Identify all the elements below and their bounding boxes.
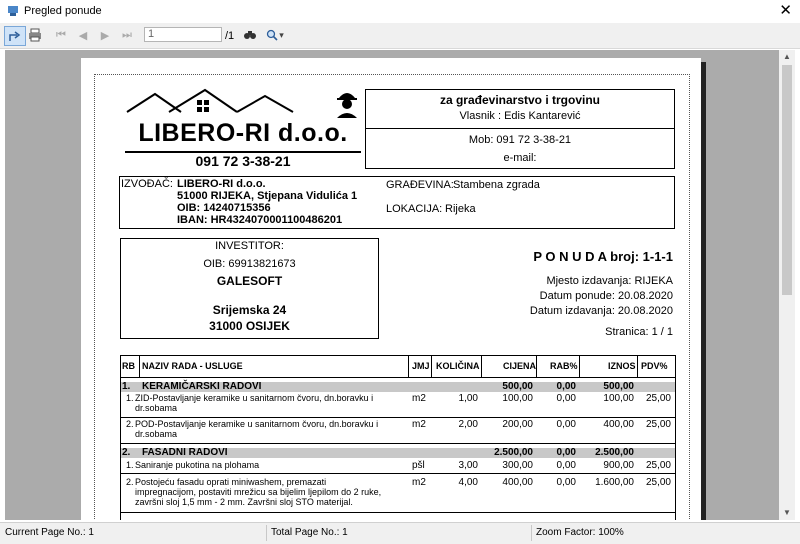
table-top-border [120, 355, 676, 356]
header-amount: IZNOS [608, 361, 636, 371]
row-qty: 1,00 [458, 393, 478, 404]
group-name: FASADNI RADOVI [142, 447, 228, 458]
app-icon [7, 5, 19, 17]
header-name: NAZIV RADA - USLUGE [142, 361, 243, 371]
company-owner: Vlasnik : Edis Kantarević [459, 110, 581, 122]
previous-page-button[interactable] [76, 26, 90, 44]
location-label: LOKACIJA: [386, 203, 443, 215]
investor-name: GALESOFT [216, 274, 283, 288]
print-icon [28, 28, 42, 42]
row-border [120, 473, 676, 474]
row-description: dr.sobama [135, 429, 178, 439]
scroll-down-icon[interactable]: ▼ [783, 508, 791, 517]
row-num: 2. [126, 419, 134, 429]
col-sep [408, 355, 409, 377]
table-row[interactable] [120, 476, 676, 516]
previous-page-icon: ◀ [78, 29, 88, 42]
row-amount: 100,00 [603, 393, 634, 404]
binoculars-icon [243, 29, 257, 41]
next-page-icon: ▶ [100, 29, 110, 42]
table-row[interactable] [120, 459, 676, 475]
row-price: 100,00 [502, 393, 533, 404]
row-vat: 25,00 [645, 419, 671, 430]
group-name: KERAMIČARSKI RADOVI [142, 381, 262, 392]
close-button[interactable]: ✕ [779, 2, 792, 19]
row-discount: 0,00 [556, 460, 576, 471]
table-row[interactable] [120, 418, 676, 448]
zoom-factor-status: Zoom Factor: 100% [536, 527, 624, 538]
company-email: e-mail: [503, 152, 537, 164]
scrollbar-thumb[interactable] [782, 65, 792, 295]
zoom-icon [266, 29, 278, 41]
status-separator [266, 525, 267, 541]
group-amount: 2.500,00 [595, 447, 634, 458]
total-page-status: Total Page No.: 1 [271, 527, 348, 538]
row-num: 2. [126, 477, 134, 487]
first-page-button[interactable] [54, 26, 68, 44]
row-vat: 25,00 [645, 477, 671, 488]
row-discount: 0,00 [556, 477, 576, 488]
location-value: Rijeka [445, 203, 476, 215]
worker-icon [334, 88, 360, 118]
row-vat: 25,00 [645, 460, 671, 471]
issue-date: Datum izdavanja: 20.08.2020 [529, 305, 673, 317]
header-qty: KOLIČINA [436, 361, 480, 371]
page-total-label: /1 [225, 30, 235, 42]
row-discount: 0,00 [556, 393, 576, 404]
contractor-label: IZVOĐAČ: [121, 178, 173, 190]
row-description: Postojeću fasadu oprati miniwashem, premazati [135, 477, 327, 487]
table-header-border [120, 377, 676, 378]
group-num: 1. [122, 381, 131, 392]
row-vat: 25,00 [645, 393, 671, 404]
header-price: CIJENA [503, 361, 537, 371]
col-sep [431, 355, 432, 377]
row-jmj: m2 [412, 419, 426, 430]
group-price: 2.500,00 [494, 447, 533, 458]
investor-box [120, 238, 379, 339]
find-button[interactable] [242, 26, 258, 44]
company-mobile: Mob: 091 72 3-38-21 [468, 134, 572, 146]
zoom-dropdown[interactable] [262, 26, 288, 44]
row-description: dr.sobama [135, 403, 178, 413]
row-jmj: pšl [412, 460, 425, 471]
page-counter: Stranica: 1 / 1 [605, 326, 673, 338]
export-button[interactable] [4, 26, 26, 46]
group-price: 500,00 [502, 381, 533, 392]
row-description: završni sloj 1,5 mm - 2 mm. Završni sloj STO materijal. [135, 497, 353, 507]
company-info-divider [366, 128, 674, 129]
row-description: Saniranje pukotina na plohama [135, 460, 260, 470]
col-sep [481, 355, 482, 377]
col-sep [637, 355, 638, 377]
company-info-box [365, 89, 675, 169]
row-border [120, 512, 676, 513]
group-discount: 0,00 [556, 381, 576, 392]
row-amount: 900,00 [603, 460, 634, 471]
row-num: 1. [126, 393, 134, 403]
logo-company-name: LIBERO-RI d.o.o. [138, 119, 348, 147]
report-viewer[interactable] [5, 50, 779, 520]
row-description: POD-Postavljanje keramike u sanitarnom čvoru, dn.boravku i [135, 419, 379, 429]
status-bar [0, 522, 800, 544]
house-roof-icon [125, 86, 325, 122]
header-rb: RB [122, 361, 135, 371]
print-button[interactable] [26, 26, 44, 44]
window-title: Pregled ponude [24, 5, 102, 17]
row-qty: 3,00 [458, 460, 478, 471]
row-amount: 1.600,00 [595, 477, 634, 488]
offer-place: Mjesto izdavanja: RIJEKA [546, 275, 673, 287]
contractor-box [119, 176, 675, 229]
offer-table [120, 355, 676, 520]
header-jmj: JMJ [412, 361, 430, 371]
scroll-up-icon[interactable]: ▲ [783, 52, 791, 61]
company-logo [125, 86, 361, 172]
offer-title: P O N U D A broj: 1-1-1 [533, 249, 673, 264]
row-num: 1. [126, 460, 134, 470]
col-sep [536, 355, 537, 377]
row-price: 300,00 [502, 460, 533, 471]
company-tagline: za građevinarstvo i trgovinu [439, 93, 601, 107]
logo-phone: 091 72 3-38-21 [195, 153, 291, 169]
header-discount: RAB% [550, 361, 578, 371]
row-description: ZID-Postavljanje keramike u sanitarnom čvoru, dn.boravku i [135, 393, 374, 403]
group-num: 2. [122, 447, 131, 458]
group-discount: 0,00 [556, 447, 576, 458]
col-sep [139, 355, 140, 377]
investor-oib: OIB: 69913821673 [203, 258, 296, 270]
col-sep [579, 355, 580, 377]
group-amount: 500,00 [603, 381, 634, 392]
page-number-input[interactable]: 1 [144, 27, 222, 42]
investor-label: INVESTITOR: [215, 240, 284, 252]
row-amount: 400,00 [603, 419, 634, 430]
row-jmj: m2 [412, 477, 426, 488]
export-icon [8, 29, 22, 43]
investor-street: Srijemska 24 [212, 303, 287, 317]
status-separator [531, 525, 532, 541]
row-price: 400,00 [502, 477, 533, 488]
contractor-iban: IBAN: HR4324070001100486201 [177, 214, 343, 226]
row-price: 200,00 [502, 419, 533, 430]
row-description: impregnacijom, postaviti mrežicu sa bijelim ljepilom do 2 ruke, [135, 487, 382, 497]
row-discount: 0,00 [556, 419, 576, 430]
contractor-address: 51000 RIJEKA, Stjepana Vidulića 1 [177, 190, 358, 202]
offer-date: Datum ponude: 20.08.2020 [539, 290, 673, 302]
chevron-down-icon: ▾ [279, 29, 284, 40]
investor-city: 31000 OSIJEK [209, 319, 290, 333]
vertical-scrollbar[interactable] [779, 50, 795, 520]
next-page-button[interactable] [98, 26, 112, 44]
current-page-status: Current Page No.: 1 [5, 527, 94, 538]
building-value: Stambena zgrada [453, 179, 540, 191]
row-jmj: m2 [412, 393, 426, 404]
title-bar [0, 0, 800, 23]
row-qty: 4,00 [458, 477, 478, 488]
row-border [120, 443, 676, 444]
building-label: GRAĐEVINA: [386, 179, 454, 191]
header-vat: PDV% [641, 361, 668, 371]
toolbar [0, 23, 800, 49]
last-page-icon: ⏭ [122, 28, 132, 41]
last-page-button[interactable] [120, 26, 134, 44]
contractor-oib: OIB: 14240715356 [177, 202, 271, 214]
first-page-icon: ⏮ [56, 28, 66, 41]
row-qty: 2,00 [458, 419, 478, 430]
contractor-name: LIBERO-RI d.o.o. [177, 178, 266, 190]
report-page [81, 58, 701, 520]
